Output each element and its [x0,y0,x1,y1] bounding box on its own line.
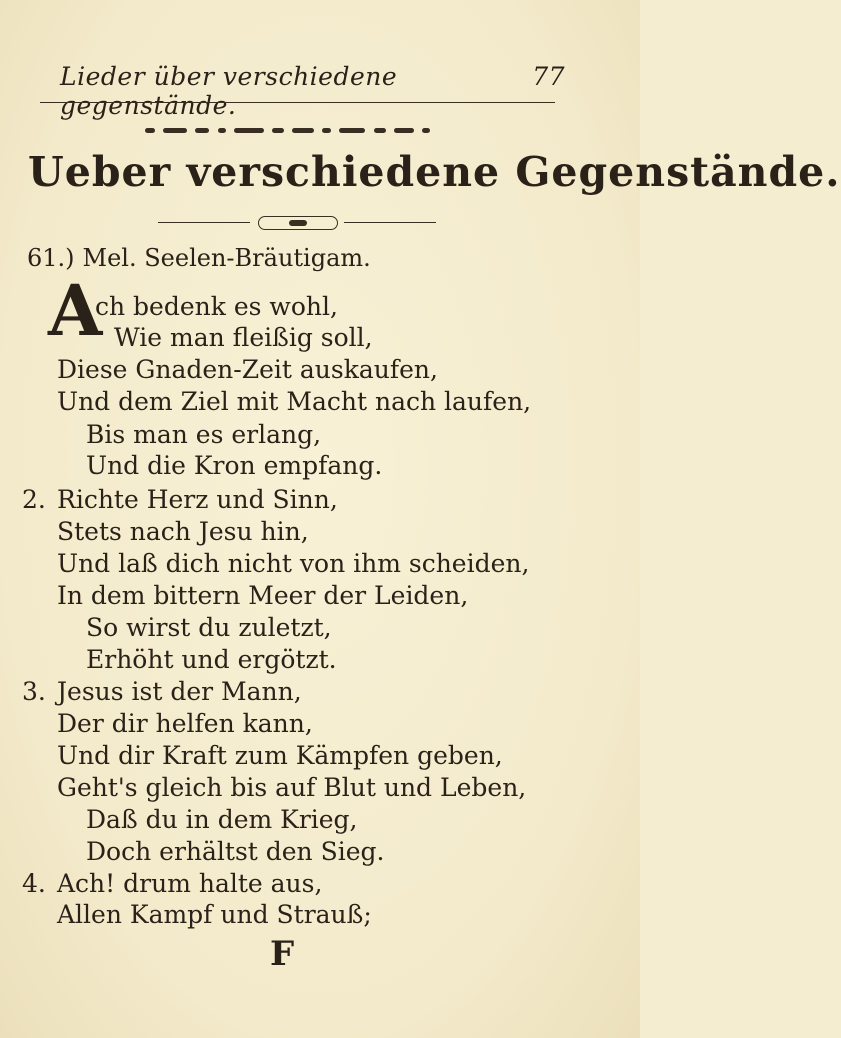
header-rule [40,102,555,103]
decorative-ornament [145,124,430,136]
verse-line: Diese Gnaden-Zeit auskaufen, [57,355,438,384]
verse-line: Doch erhältst den Sieg. [86,837,385,866]
verse-line: Und laß dich nicht von ihm scheiden, [57,549,530,578]
signature-mark: F [270,934,295,974]
verse-line: Ach! drum halte aus, [57,869,323,898]
verse-line: Allen Kampf und Strauß; [57,900,372,929]
title-ornament-rule [158,216,436,230]
page-number: 77 [532,62,565,91]
stanza-number: 2. [22,485,46,514]
verse-line: Jesus ist der Mann, [57,677,302,706]
hymn-heading [27,244,371,272]
verse-line: Wie man fleißig soll, [114,323,373,352]
stanza-number: 4. [22,869,46,898]
verse-line: Erhöht und ergötzt. [86,645,337,674]
verse-line: Geht's gleich bis auf Blut und Leben, [57,773,527,802]
verse-line: Und dir Kraft zum Kämpfen geben, [57,741,503,770]
section-title: Ueber verschiedene Gegenstände. [28,148,841,196]
running-head [60,58,565,120]
stanza-number: 3. [22,677,46,706]
verse-line: Stets nach Jesu hin, [57,517,309,546]
drop-capital: A [48,269,103,352]
verse-line: Und die Kron empfang. [86,451,383,480]
verse-line: ch bedenk es wohl, [95,292,338,321]
running-head-title: Lieder über verschiedene gegenstände. [60,62,398,120]
verse-line: So wirst du zuletzt, [86,613,332,642]
verse-line: Richte Herz und Sinn, [57,485,338,514]
verse-line: Und dem Ziel mit Macht nach laufen, [57,387,532,416]
melody-line: Mel. Seelen-Bräutigam. [82,244,371,272]
hymn-number: 61.) [27,244,75,272]
verse-line: Der dir helfen kann, [57,709,313,738]
verse-line: In dem bittern Meer der Leiden, [57,581,469,610]
verse-line: Daß du in dem Krieg, [86,805,358,834]
verse-line: Bis man es erlang, [86,420,322,449]
